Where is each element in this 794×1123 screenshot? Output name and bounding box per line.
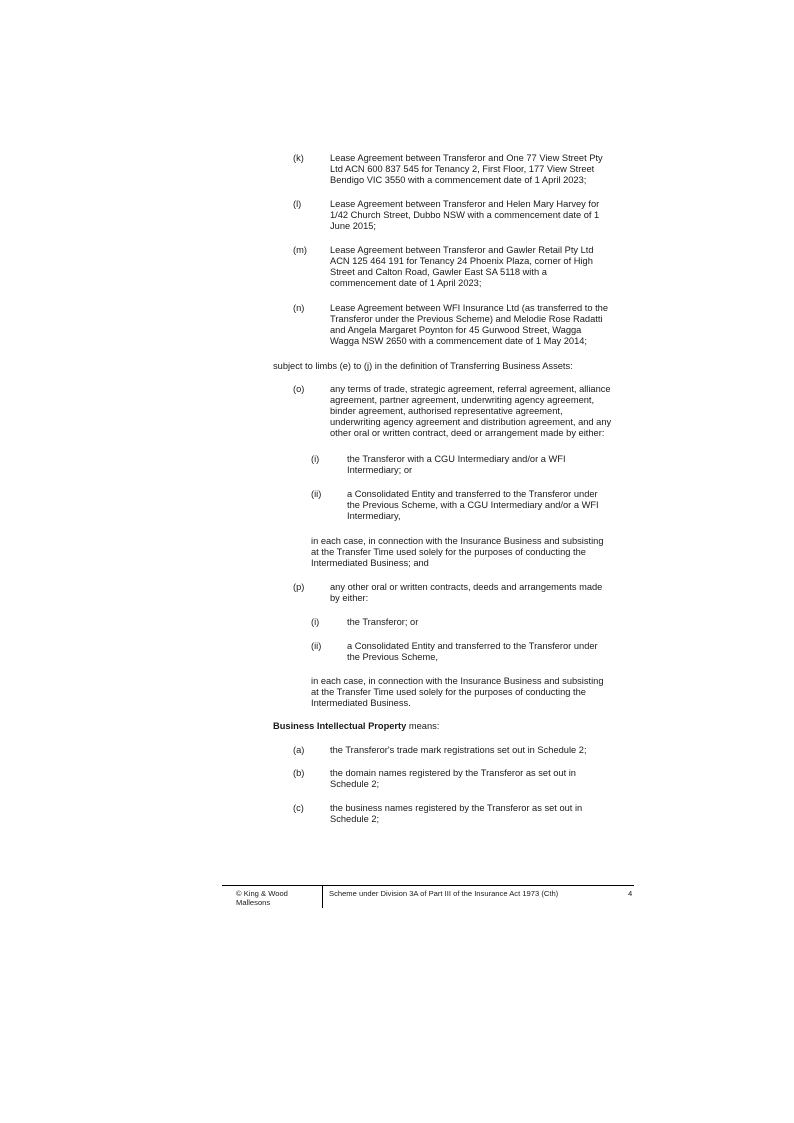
clause-line: Schedule 2; [330, 814, 380, 825]
clause-line: Lease Agreement between Transferor and Helen Mary Harvey for [330, 199, 600, 209]
footer-vertical-divider [322, 885, 323, 908]
footer-document-title: Scheme under Division 3A of Part III of the Insurance Act 1973 (Cth) [329, 889, 559, 898]
footer-firm-line: Mallesons [236, 898, 271, 907]
clause-b [293, 768, 638, 790]
clause-line: Lease Agreement between Transferor and One 77 View Street Pty [330, 153, 603, 163]
clause-label: (a) [293, 745, 305, 755]
clause-line: Lease Agreement between Transferor and Gawler Retail Pty Ltd [330, 245, 594, 255]
clause-line: any other oral or written contracts, deeds and arrangements made [330, 582, 603, 592]
sub-clause-label: (i) [311, 617, 320, 627]
clause-line: at the Transfer Time used solely for the purposes of conducting the [311, 687, 586, 698]
clause-o-ii [311, 489, 641, 522]
page-number: 4 [628, 889, 633, 898]
clause-label: (k) [293, 153, 304, 163]
clause-line: June 2015; [330, 221, 377, 232]
clause-label: (o) [293, 384, 305, 394]
sub-clause-label: (ii) [311, 641, 322, 651]
clause-line: Schedule 2; [330, 779, 380, 790]
clause-line: 1/42 Church Street, Dubbo NSW with a commencement date of 1 [330, 210, 600, 221]
clause-o-i [311, 454, 641, 476]
defined-term: Business Intellectual Property [273, 721, 407, 731]
clause-l [293, 199, 638, 232]
clause-p-i [311, 617, 641, 628]
clause-line: the Transferor; or [347, 617, 419, 627]
clause-line: ACN 125 464 191 for Tenancy 24 Phoenix Plaza, corner of High [330, 256, 593, 267]
clause-p-tail [311, 676, 641, 709]
clause-o-tail [311, 536, 641, 569]
clause-p [293, 582, 638, 604]
sub-clause-label: (ii) [311, 489, 322, 499]
clause-line: Intermediated Business; and [311, 558, 429, 569]
clause-line: Intermediated Business. [311, 698, 411, 709]
clause-line: Intermediary, [347, 511, 401, 522]
clause-line: Intermediary; or [347, 465, 413, 476]
clause-line: Ltd ACN 600 837 545 for Tenancy 2, First Floor, 177 View Street [330, 164, 595, 175]
subject-line: subject to limbs (e) to (j) in the definition of Transferring Business Assets: [273, 361, 573, 371]
clause-line: and Angela Margaret Poynton for 45 Gurwood Street, Wagga [330, 325, 582, 336]
footer-firm-line: © King & Wood [236, 889, 288, 898]
clause-label: (b) [293, 768, 305, 778]
clause-label: (n) [293, 303, 305, 313]
clause-line: a Consolidated Entity and transferred to the Transferor under [347, 489, 598, 499]
clause-line: the Transferor with a CGU Intermediary and/or a WFI [347, 454, 566, 464]
clause-line: by either: [330, 593, 369, 604]
clause-line: the domain names registered by the Transferor as set out in [330, 768, 576, 778]
clause-line: at the Transfer Time used solely for the purposes of conducting the [311, 547, 586, 558]
clause-line: Transferor under the Previous Scheme) and Melodie Rose Radatti [330, 314, 603, 325]
clause-line: a Consolidated Entity and transferred to the Transferor under [347, 641, 598, 651]
sub-clause-label: (i) [311, 454, 320, 464]
clause-line: underwriting agency agreement and distribution agreement, and any [330, 417, 612, 428]
clause-c [293, 803, 638, 825]
clause-line: the Transferor's trade mark registrations set out in Schedule 2; [330, 745, 587, 755]
clause-label: (m) [293, 245, 307, 255]
clause-line: Street and Calton Road, Gawler East SA 5118 with a [330, 267, 547, 278]
clause-label: (p) [293, 582, 305, 592]
clause-line: the Previous Scheme, with a CGU Intermediary and/or a WFI [347, 500, 599, 511]
clause-line: Lease Agreement between WFI Insurance Ltd (as transferred to the [330, 303, 609, 313]
clause-line: commencement date of 1 April 2023; [330, 278, 482, 289]
clause-line: the business names registered by the Transferor as set out in [330, 803, 583, 813]
clause-m [293, 245, 638, 289]
clause-o [293, 384, 638, 439]
clause-line: in each case, in connection with the Insurance Business and subsisting [311, 676, 604, 686]
definition-heading [273, 721, 439, 732]
clause-label: (l) [293, 199, 302, 209]
clause-line: Bendigo VIC 3550 with a commencement date of 1 April 2023; [330, 175, 587, 186]
footer-firm [236, 889, 316, 907]
clause-a [293, 745, 638, 756]
clause-line: binder agreement, authorised representative agreement, [330, 406, 563, 417]
clause-line: agreement, partner agreement, underwriting agency agreement, [330, 395, 595, 406]
definition-suffix: means: [406, 721, 440, 731]
clause-line: Wagga NSW 2650 with a commencement date of 1 May 2014; [330, 336, 587, 347]
clause-line: in each case, in connection with the Insurance Business and subsisting [311, 536, 604, 546]
clause-label: (c) [293, 803, 304, 813]
clause-p-ii [311, 641, 641, 663]
clause-line: the Previous Scheme, [347, 652, 438, 663]
clause-line: any terms of trade, strategic agreement, referral agreement, alliance [330, 384, 611, 394]
clause-k [293, 153, 638, 186]
clause-n [293, 303, 638, 347]
clause-line: other oral or written contract, deed or arrangement made by either: [330, 428, 605, 439]
footer-divider [222, 885, 634, 886]
